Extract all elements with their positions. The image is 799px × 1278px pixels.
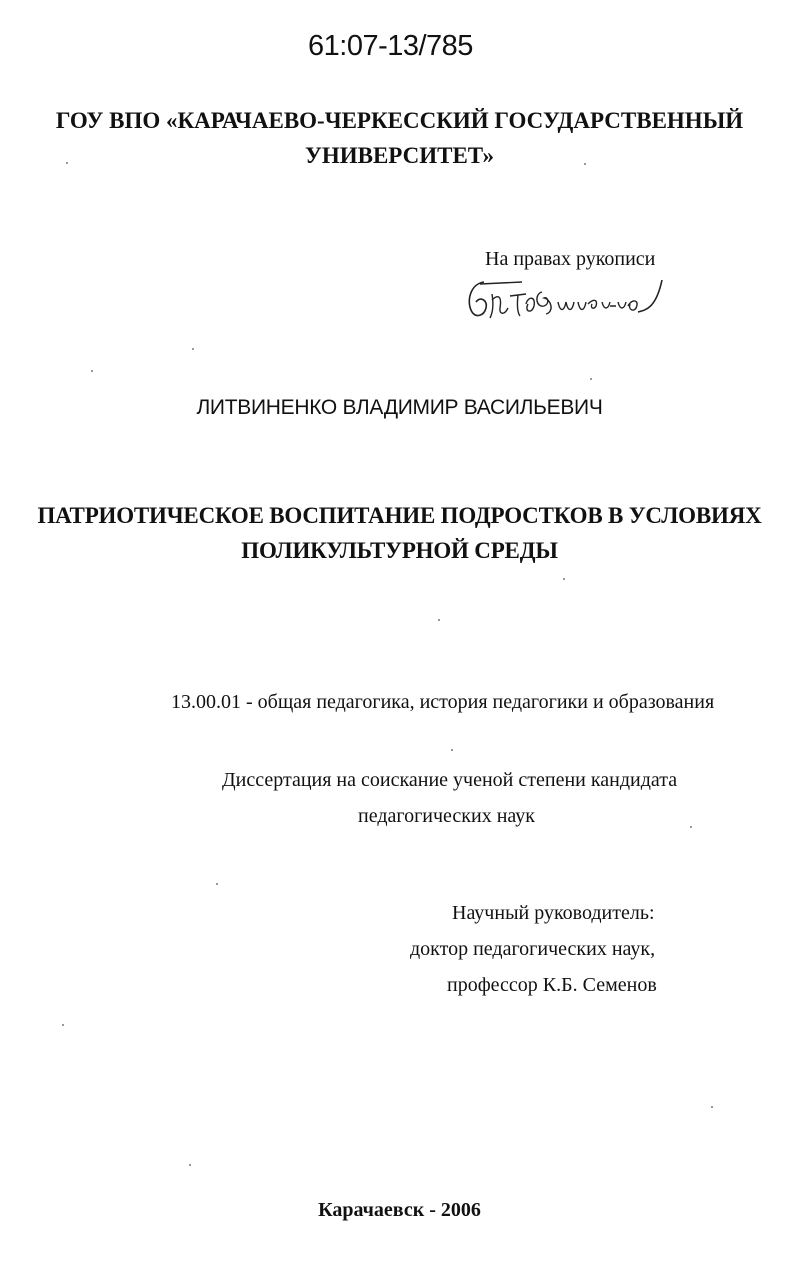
scan-speck [192, 348, 194, 350]
handwritten-signature [462, 272, 672, 328]
scan-speck [91, 370, 93, 372]
place-and-year: Карачаевск - 2006 [318, 1199, 481, 1221]
scan-speck [711, 1106, 713, 1108]
scan-speck [189, 1164, 191, 1166]
manuscript-rights-label: На правах рукописи [485, 248, 656, 270]
scan-speck [584, 163, 586, 165]
supervisor-degree: доктор педагогических наук, [410, 938, 656, 960]
scan-speck [216, 883, 218, 885]
scan-speck [590, 378, 592, 380]
organization-line-1: ГОУ ВПО «КАРАЧАЕВО-ЧЕРКЕССКИЙ ГОСУДАРСТВЕННЫЙ [55, 108, 744, 133]
scan-speck [438, 619, 440, 621]
organization-line-2: УНИВЕРСИТЕТ» [304, 143, 495, 168]
scan-speck [62, 1024, 64, 1026]
dissertation-type-line-1: Диссертация на соискание ученой степени кандидата [222, 769, 678, 791]
scan-speck [66, 162, 68, 164]
archive-number: 61:07-13/785 [308, 30, 473, 62]
dissertation-title-line-1: ПАТРИОТИЧЕСКОЕ ВОСПИТАНИЕ ПОДРОСТКОВ В УСЛОВИЯХ [37, 503, 762, 528]
dissertation-type-line-2: педагогических наук [358, 805, 535, 827]
scan-speck [563, 578, 565, 580]
scan-speck [451, 749, 453, 751]
scan-speck [690, 826, 692, 828]
supervisor-name: профессор К.Б. Семенов [447, 974, 657, 996]
author-name: ЛИТВИНЕНКО ВЛАДИМИР ВАСИЛЬЕВИЧ [196, 396, 603, 419]
supervisor-label: Научный руководитель: [452, 902, 655, 924]
specialty-code: 13.00.01 - общая педагогика, история педагогики и образования [171, 691, 715, 713]
dissertation-title-line-2: ПОЛИКУЛЬТУРНОЙ СРЕДЫ [241, 538, 558, 563]
